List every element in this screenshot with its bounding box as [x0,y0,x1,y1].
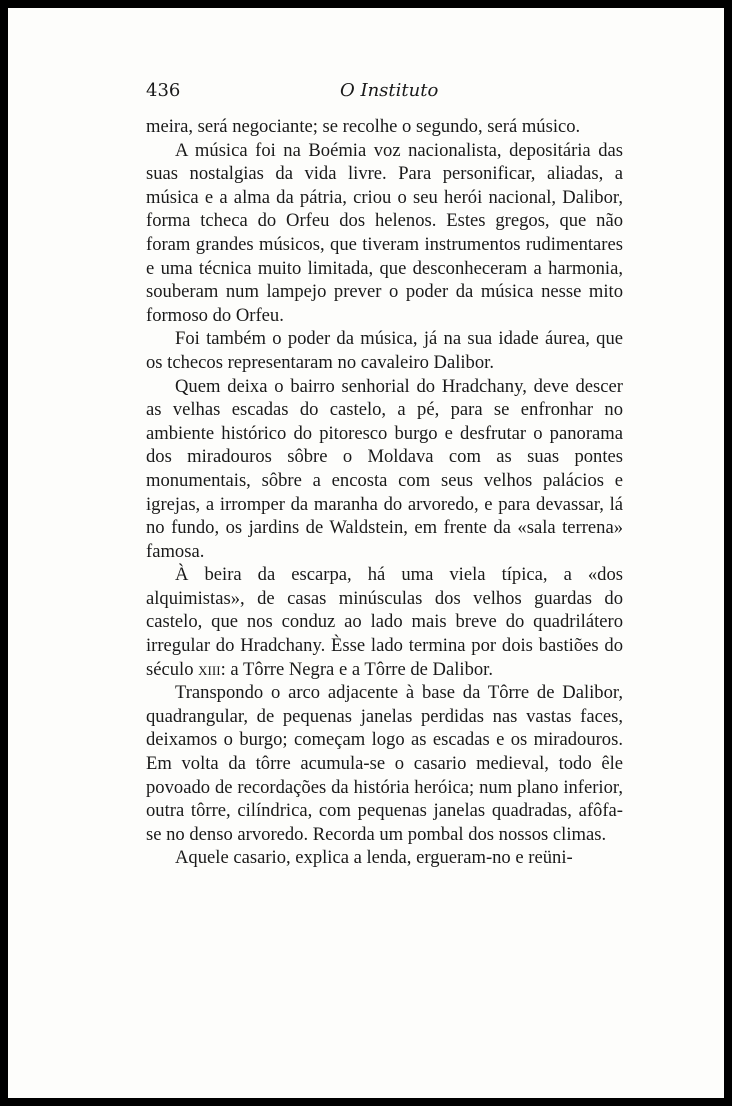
page-header [146,80,626,106]
century-numeral: xiii [198,658,221,680]
paragraph: meira, será negociante; se recolhe o segundo, será músico. [146,116,581,137]
paragraph: Transpondo o arco adjacente à base da Tôrre de Dalibor, quadrangular, de pequenas janelas perdidas nas vastas faces, deixamos o burgo; começam logo as escadas e os miradouros. Em volta da tôrre acumula-se o casario medieval, todo êle povoado de recordações da história heróica; num plano inferior, outra tôrre, cilíndrica, com pequenas janelas quadradas, afôfa-se no denso arvoredo. Recorda um pombal dos nossos climas. [146,682,623,845]
paragraph-text: À beira da escarpa, há uma viela típica, a «dos alquimistas», de casas minúsculas dos velhos guardas do castelo, que nos conduz ao lado mais breve do quadrilátero irregular do Hradchany. Èsse lado termina por dois bastiões do século [146,564,623,680]
document-page [8,8,724,1098]
paragraph [146,563,623,681]
paragraph: A música foi na Boémia voz nacionalista, depositária das suas nostalgias da vida livre. Para personificar, aliadas, a música e a alma da pátria, criou o seu herói nacional, Dalibor, forma tcheca do Orfeu dos helenos. Estes gregos, que não foram grandes músicos, que tiveram instrumentos rudimentares e uma técnica muito limitada, que desconheceram a harmonia, souberam num lampejo prever o poder da música nesse mito formoso do Orfeu. [146,139,623,326]
paragraph: Quem deixa o bairro senhorial do Hradchany, deve descer as velhas escadas do castelo, a pé, para se enfronhar no ambiente histórico do pitoresco burgo e desfrutar o panorama dos miradouros sôbre o Moldava com as suas pontes monumentais, sôbre a encosta com seus velhos palácios e igrejas, a irromper da maranha do arvoredo, e para devassar, lá no fundo, os jardins de Waldstein, em frente da «sala terrena» famosa. [146,375,623,562]
paragraph: Aquele casario, explica a lenda, ergueram-no e reüni- [175,847,573,869]
page-number: 436 [146,80,181,101]
paragraph-text-end: : a Tôrre Negra e a Tôrre de Dalibor. [220,658,493,680]
paragraph: Foi também o poder da música, já na sua idade áurea, que os tchecos representaram no cavaleiro Dalibor. [146,328,623,373]
body-text [146,115,623,870]
running-title: O Instituto [340,80,439,101]
